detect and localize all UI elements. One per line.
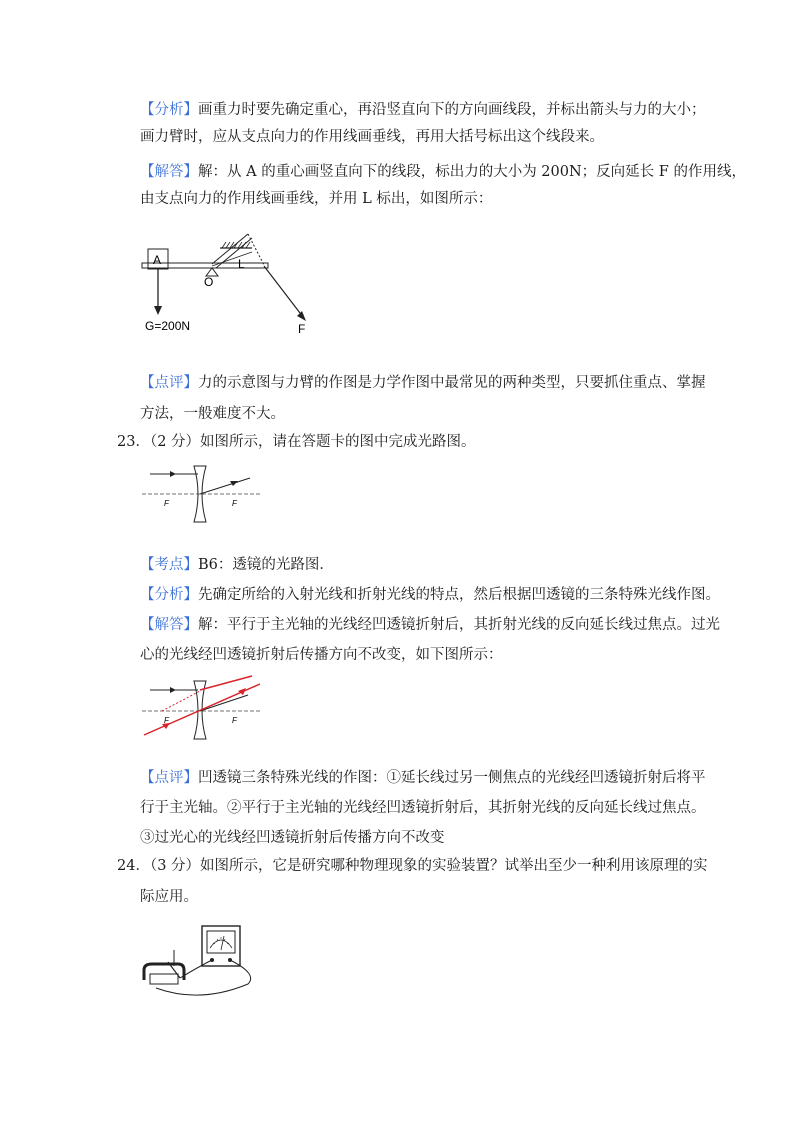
label-f-left: F xyxy=(164,716,169,725)
q23-answer: 【解答】解：平行于主光轴的光线经凹透镜折射后，其折射光线的反向延长线过焦点。过光 xyxy=(140,617,720,633)
dial-scale xyxy=(210,940,232,948)
review-tag: 【点评】 xyxy=(140,770,198,786)
q22-analysis-cont: 画力臂时，应从支点向力的作用线画垂线，再用大括号标出这个线段来。 xyxy=(140,129,604,145)
red-refracted-ray xyxy=(200,676,252,690)
label-f-right: F xyxy=(232,716,237,725)
incident-arrowhead xyxy=(170,471,176,477)
refracted-ray xyxy=(200,478,250,494)
q23-kaodian: 【考点】B6：透镜的光路图． xyxy=(140,557,334,573)
galvanometer-needle xyxy=(221,936,224,950)
lens-figure xyxy=(140,460,265,530)
label-l: L xyxy=(238,257,245,271)
q23-review-cont: 行于主光轴。②平行于主光轴的光线经凹透镜折射后，其折射光线的反向延长线过焦点。 xyxy=(140,800,706,816)
magnet-base xyxy=(150,974,178,984)
force-extension xyxy=(248,234,264,265)
q22-review: 【点评】力的示意图与力臂的作图是力学作图中最常见的两种类型，只要抓住重点、掌握 xyxy=(140,375,706,391)
label-o: O xyxy=(204,275,214,289)
answer-tag: 【解答】 xyxy=(140,617,198,633)
q24-stem-cont: 际应用。 xyxy=(140,889,198,905)
q22-analysis: 【分析】画重力时要先确定重心，再沿竖直向下的方向画线段，并标出箭头与力的大小； xyxy=(140,102,706,118)
label-f-right: F xyxy=(232,499,237,508)
label-a: A xyxy=(153,253,162,267)
gravity-arrowhead xyxy=(154,306,162,315)
q22-answer: 【解答】解：从 A 的重心画竖直向下的线段，标出力的大小为 200N；反向延长 F 的作用线， xyxy=(140,164,746,180)
analysis-tag: 【分析】 xyxy=(140,587,198,603)
refracted-ray xyxy=(200,695,248,711)
label-f-left: F xyxy=(164,499,169,508)
dial-ticks xyxy=(213,937,229,944)
galvanometer xyxy=(202,926,240,966)
lens-solution-figure xyxy=(140,675,265,747)
q23-review: 【点评】凹透镜三条特殊光线的作图：①延长线过另一侧焦点的光线经凹透镜折射后将平 xyxy=(140,770,706,786)
force-f-arrowhead xyxy=(297,311,306,321)
q22-answer-cont: 由支点向力的作用线画垂线，并用 L 标出，如图所示： xyxy=(140,191,493,207)
answer-tag: 【解答】 xyxy=(140,164,198,180)
q23-analysis: 【分析】先确定所给的入射光线和折射光线的特点，然后根据凹透镜的三条特殊光线作图。 xyxy=(140,587,720,603)
q23-answer-cont: 心的光线经凹透镜折射后传播方向不改变，如下图所示： xyxy=(140,647,503,663)
red-extension xyxy=(162,691,200,711)
label-g: G=200N xyxy=(145,319,191,333)
q23-review-cont2: ③过光心的光线经凹透镜折射后传播方向不改变 xyxy=(140,830,445,846)
label-f: F xyxy=(298,322,306,336)
q24-stem: 24．（3 分）如图所示，它是研究哪种物理现象的实验装置？试举出至少一种利用该原理的实 xyxy=(117,858,708,874)
review-tag: 【点评】 xyxy=(140,375,198,391)
q23-stem: 23．（2 分）如图所示，请在答题卡的图中完成光路图。 xyxy=(117,434,476,450)
analysis-tag: 【分析】 xyxy=(140,102,198,118)
lever-figure xyxy=(140,230,330,340)
force-f xyxy=(264,266,300,313)
induction-apparatus-figure xyxy=(140,922,262,1002)
kaodian-tag: 【考点】 xyxy=(140,557,198,573)
incident-arrowhead xyxy=(170,687,176,693)
q22-review-cont: 方法，一般难度不大。 xyxy=(140,406,285,422)
